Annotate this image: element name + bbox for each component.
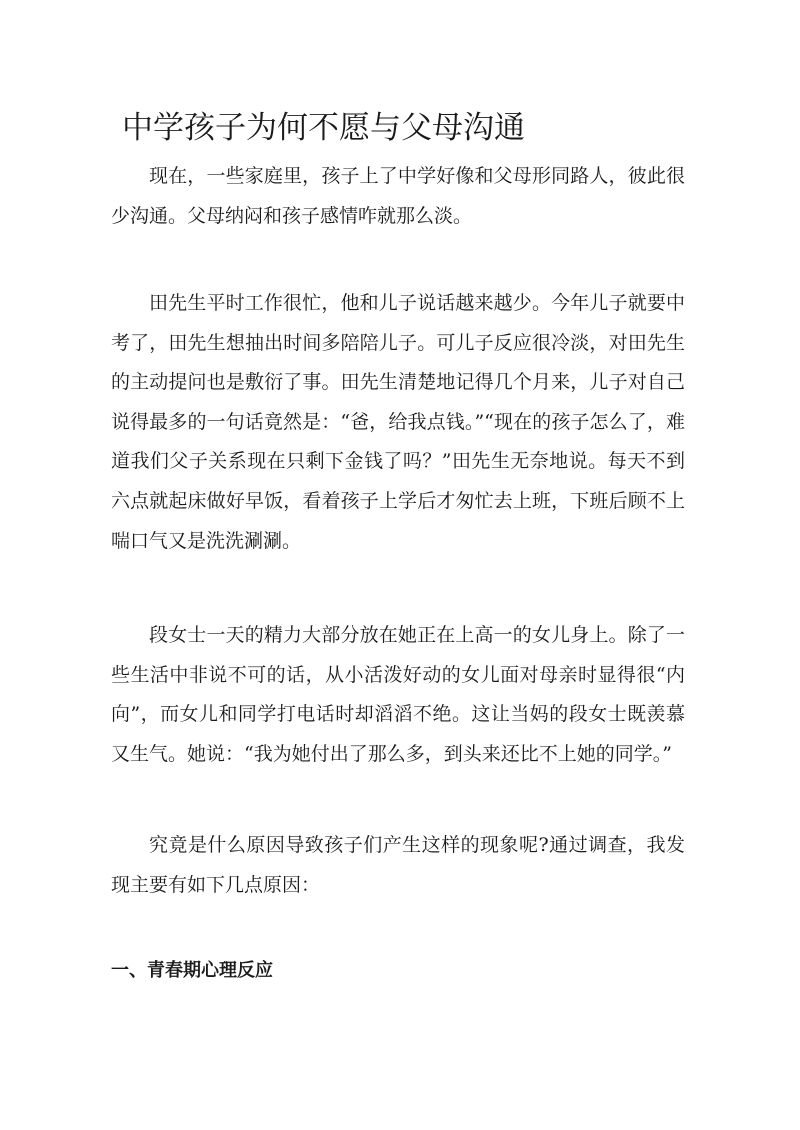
paragraph-ms-duan: 段女士一天的精力大部分放在她正在上高一的女儿身上。除了一些生活中非说不可的话，从小活泼好动的女儿面对母亲时显得很“内向”，而女儿和同学打电话时却滔滔不绝。这让当妈的段女士既羡慕又生气。她说：“我为她付出了那么多，到头来还比不上她的同学。” (111, 624, 685, 765)
section-heading: 一、青春期心理反应 (111, 960, 273, 981)
paragraph-intro: 现在，一些家庭里，孩子上了中学好像和父母形同路人，彼此很少沟通。父母纳闷和孩子感情咋就那么淡。 (111, 165, 685, 227)
paragraph-mr-tian: 田先生平时工作很忙，他和儿子说话越来越少。今年儿子就要中考了，田先生想抽出时间多陪陪儿子。可儿子反应很冷淡，对田先生的主动提问也是敷衍了事。田先生清楚地记得几个月来，儿子对自己说得最多的一句话竟然是：“爸，给我点钱。”“现在的孩子怎么了，难道我们父子关系现在只剩下金钱了吗？”田先生无奈地说。每天不到六点就起床做好早饭，看着孩子上学后才匆忙去上班，下班后顾不上喘口气又是洗洗涮涮。 (111, 292, 685, 552)
paragraph-question: 究竟是什么原因导致孩子们产生这样的现象呢?通过调查，我发现主要有如下几点原因： (111, 834, 685, 896)
document-title: 中学孩子为何不愿与父母沟通 (122, 110, 525, 146)
